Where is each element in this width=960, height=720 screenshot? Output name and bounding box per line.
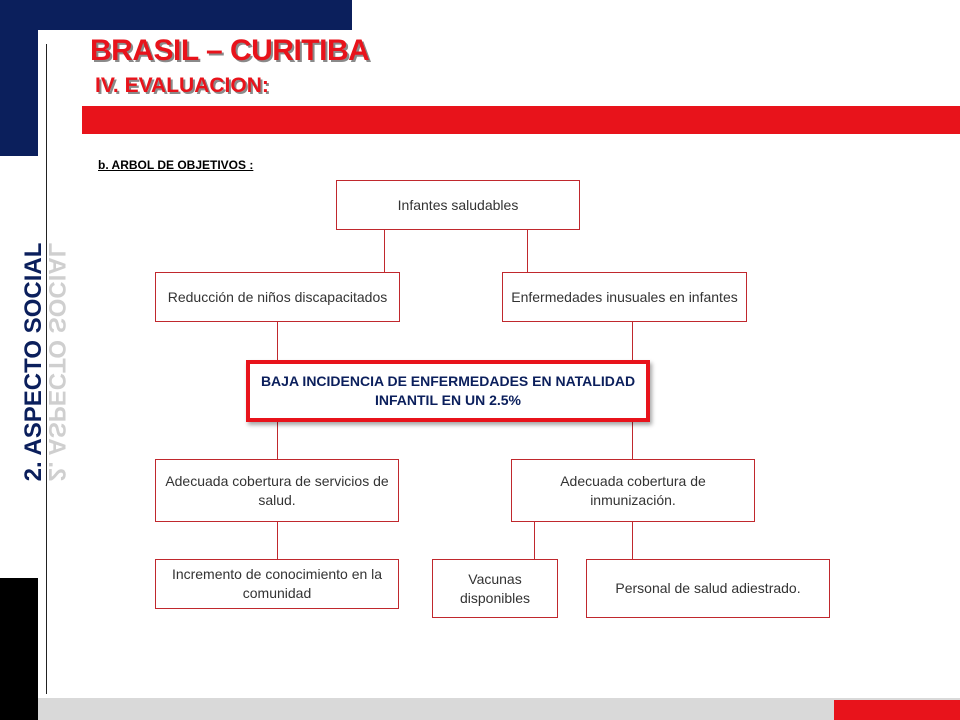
connector-line bbox=[534, 522, 535, 559]
page-subtitle: IV. EVALUACION: bbox=[95, 74, 269, 97]
sub-means-box: Personal de salud adiestrado. bbox=[586, 559, 830, 618]
vertical-label-text: 2. ASPECTO SOCIAL bbox=[20, 242, 47, 482]
effect-box: Reducción de niños discapacitados bbox=[155, 272, 400, 322]
connector-line bbox=[277, 322, 278, 360]
sub-means-box: Vacunas disponibles bbox=[432, 559, 558, 618]
means-box: Adecuada cobertura de servicios de salud. bbox=[155, 459, 399, 522]
left-navy-block bbox=[0, 0, 38, 156]
left-bottom-black-block bbox=[0, 578, 38, 720]
header-red-bar bbox=[82, 106, 960, 134]
sub-means-box: Incremento de conocimiento en la comunidad bbox=[155, 559, 399, 609]
vertical-label-reflection: 2. ASPECTO SOCIAL bbox=[43, 242, 70, 482]
footer-red-block bbox=[834, 700, 960, 720]
footer-gray-bar bbox=[38, 698, 960, 720]
connector-line bbox=[384, 230, 385, 272]
vertical-section-label bbox=[20, 142, 70, 582]
section-label: b. ARBOL DE OBJETIVOS : bbox=[98, 158, 254, 172]
connector-line bbox=[277, 522, 278, 559]
connector-line bbox=[277, 422, 278, 459]
page-title: BRASIL – CURITIBA bbox=[90, 34, 370, 67]
effect-box: Enfermedades inusuales en infantes bbox=[502, 272, 747, 322]
connector-line bbox=[632, 322, 633, 360]
end-goal-box: Infantes saludables bbox=[336, 180, 580, 230]
means-box: Adecuada cobertura de inmunización. bbox=[511, 459, 755, 522]
connector-line bbox=[527, 230, 528, 272]
top-navy-bar bbox=[0, 0, 352, 30]
central-objective-box: BAJA INCIDENCIA DE ENFERMEDADES EN NATALIDAD INFANTIL EN UN 2.5% bbox=[246, 360, 650, 422]
connector-line bbox=[632, 522, 633, 559]
connector-line bbox=[632, 422, 633, 459]
